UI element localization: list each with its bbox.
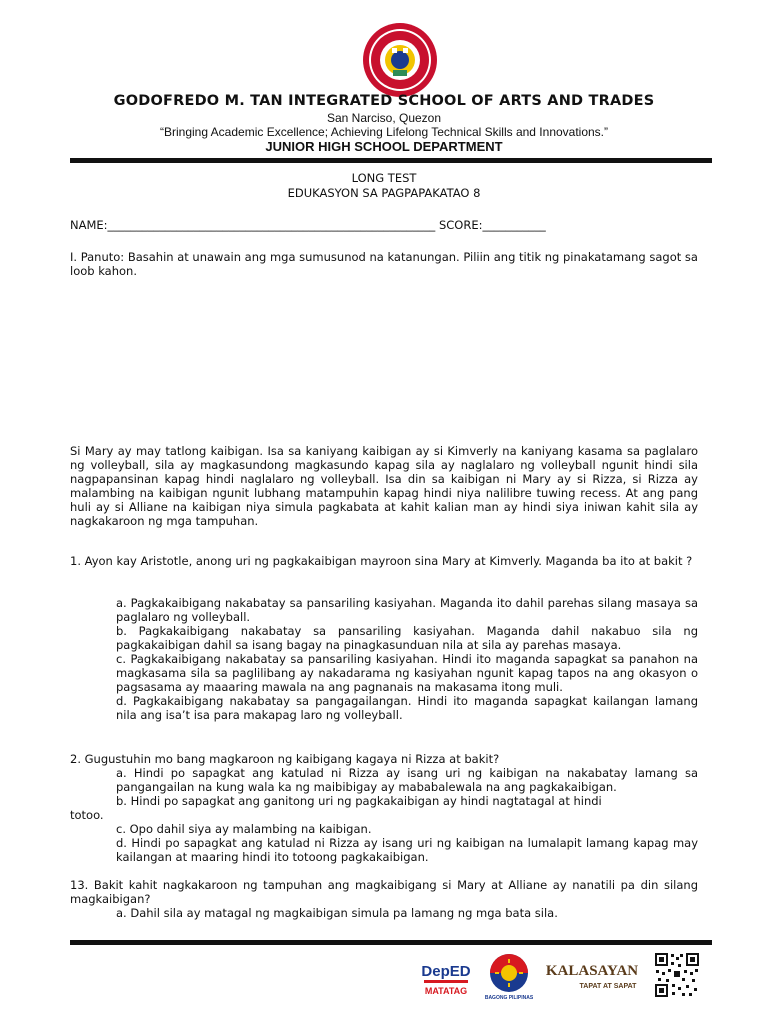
kalasayan-logo: [538, 958, 646, 996]
kalasayan-tagline: TAPAT AT SAPAT: [579, 983, 637, 990]
choice-a[interactable]: a. Dahil sila ay matagal ng magkaibigan simula pa lamang ng mga bata sila.: [116, 906, 558, 920]
choice-a[interactable]: a. Pagkakaibigang nakabatay sa pansariling kasiyahan. Maganda ito dahil parehas silang masaya sa paglalaro ng volleyball.: [116, 596, 698, 624]
question-2: [70, 752, 698, 766]
qr-code-icon: [654, 952, 700, 998]
subject-title: EDUKASYON SA PAGPAPAKATAO 8: [287, 186, 481, 200]
school-address: San Narciso, Quezon: [326, 111, 442, 125]
question-2-choices-cd: [116, 822, 698, 864]
choice-c[interactable]: c. Opo dahil siya ay malambing na kaibigan.: [116, 822, 372, 836]
question-text: 13. Bakit kahit nagkakaroon ng tampuhan ang magkaibigang si Mary at Alliane ay nanatili pa din silang magkaibigan?: [70, 878, 698, 906]
kalasayan-wordmark: KALASAYAN: [545, 963, 639, 979]
question-1-choices: [116, 596, 698, 722]
bagong-wordmark: BAGONG PILIPINAS: [484, 995, 534, 1001]
header-divider: [70, 158, 712, 163]
name-score-line: [70, 218, 546, 232]
name-label: NAME:: [70, 218, 108, 232]
school-seal-logo: [362, 22, 438, 98]
score-label: SCORE:: [438, 218, 483, 232]
reading-passage: [70, 444, 698, 528]
choice-b[interactable]: b. Pagkakaibigang nakabatay sa pansariling kasiyahan. Maganda dahil nakabuo sila ng pagkakaibigan dahil sa isang bagay na pinagkasunduan nila at sila ay parehas masaya.: [116, 624, 698, 652]
question-2-choices-ab: [116, 766, 698, 808]
matatag-wordmark: MATATAG: [424, 986, 468, 996]
department-title: JUNIOR HIGH SCHOOL DEPARTMENT: [265, 139, 503, 154]
choice-a[interactable]: a. Hindi po sapagkat ang katulad ni Rizza ay isang uri ng kaibigan na nakabatay lamang sa pangangailan na kung wala ka ng maibibigay ay mababalewala na ang pagkakaibigan.: [116, 766, 698, 794]
choice-d[interactable]: d. Pagkakaibigang nakabatay sa pangagailangan. Hindi ito maganda sapagkat kailangan lamang nila ang isa’t isa para makapag laro ng volleyball.: [116, 694, 698, 722]
footer-divider: [70, 940, 712, 945]
score-blank[interactable]: ___________: [482, 218, 546, 232]
choice-c[interactable]: c. Pagkakaibigang nakabatay sa pansariling kasiyahan. Hindi ito maganda sapagkat sa panahon na magkasama sila sa paglilibang ay nakadarama ng kasiyahan ngunit kapag tapos na ang okasyon o pagsasama ay maaaring mawala na ang pagnanais na makasama itong muli.: [116, 652, 698, 694]
instructions-text: I. Panuto: Basahin at unawain ang mga sumusunod na katanungan. Piliin ang titik ng pinakatamang sagot sa loob kahon.: [70, 250, 698, 278]
question-13-choices: [116, 906, 698, 920]
question-13: [70, 878, 698, 906]
name-blank[interactable]: _________________________________________________________: [107, 218, 436, 232]
school-name: GODOFREDO M. TAN INTEGRATED SCHOOL OF ARTS AND TRADES: [113, 93, 655, 109]
choice-b[interactable]: b. Hindi po sapagkat ang ganitong uri ng pagkakaibigan ay hindi nagtatagal at hindi: [116, 794, 602, 808]
school-motto: “Bringing Academic Excellence; Achieving Lifelong Technical Skills and Innovations.”: [159, 125, 609, 139]
deped-wordmark: DepED: [421, 963, 471, 980]
passage-text: Si Mary ay may tatlong kaibigan. Isa sa kaniyang kaibigan ay si Kimverly na kaniyang kasama sa paglalaro ng volleyball, sila ay magkasundong magkasundo kapag sila ay naglalaro ng volleyball ngunit hindi sila nagpapansinan kapag hindi naglalaro ng volleyball. Isa din sa kaibigan ni Mary ay si Rizza, si Rizza ay malambing na kaibigan ngunit lubhang matampuhin kapag hindi niya nalilibre tuwing recess. At ang pang huli ay si Alliane na kaibigan niya simula pagkabata at kahit kalian man ay hindi siya iniwan kahit sila ay nagkakaroon ng mga tampuhan.: [70, 444, 698, 528]
question-text: 2. Gugustuhin mo bang magkaroon ng kaibigang kagaya ni Rizza at bakit?: [70, 752, 500, 766]
choice-b-wrap: totoo.: [70, 808, 104, 822]
deped-matatag-logo: [418, 956, 474, 1000]
choice-d[interactable]: d. Hindi po sapagkat ang katulad ni Rizza ay isang uri ng kaibigan na lumalapit lamang kapag may kailangan at maaring hindi ito totoong pagkakaibigan.: [116, 836, 698, 864]
test-type: LONG TEST: [351, 171, 417, 185]
question-1: [70, 554, 698, 568]
instructions: [70, 250, 698, 278]
bagong-pilipinas-logo: [484, 952, 534, 1002]
question-text: 1. Ayon kay Aristotle, anong uri ng pagkakaibigan mayroon sina Mary at Kimverly. Maganda ba ito at bakit ?: [70, 554, 693, 568]
